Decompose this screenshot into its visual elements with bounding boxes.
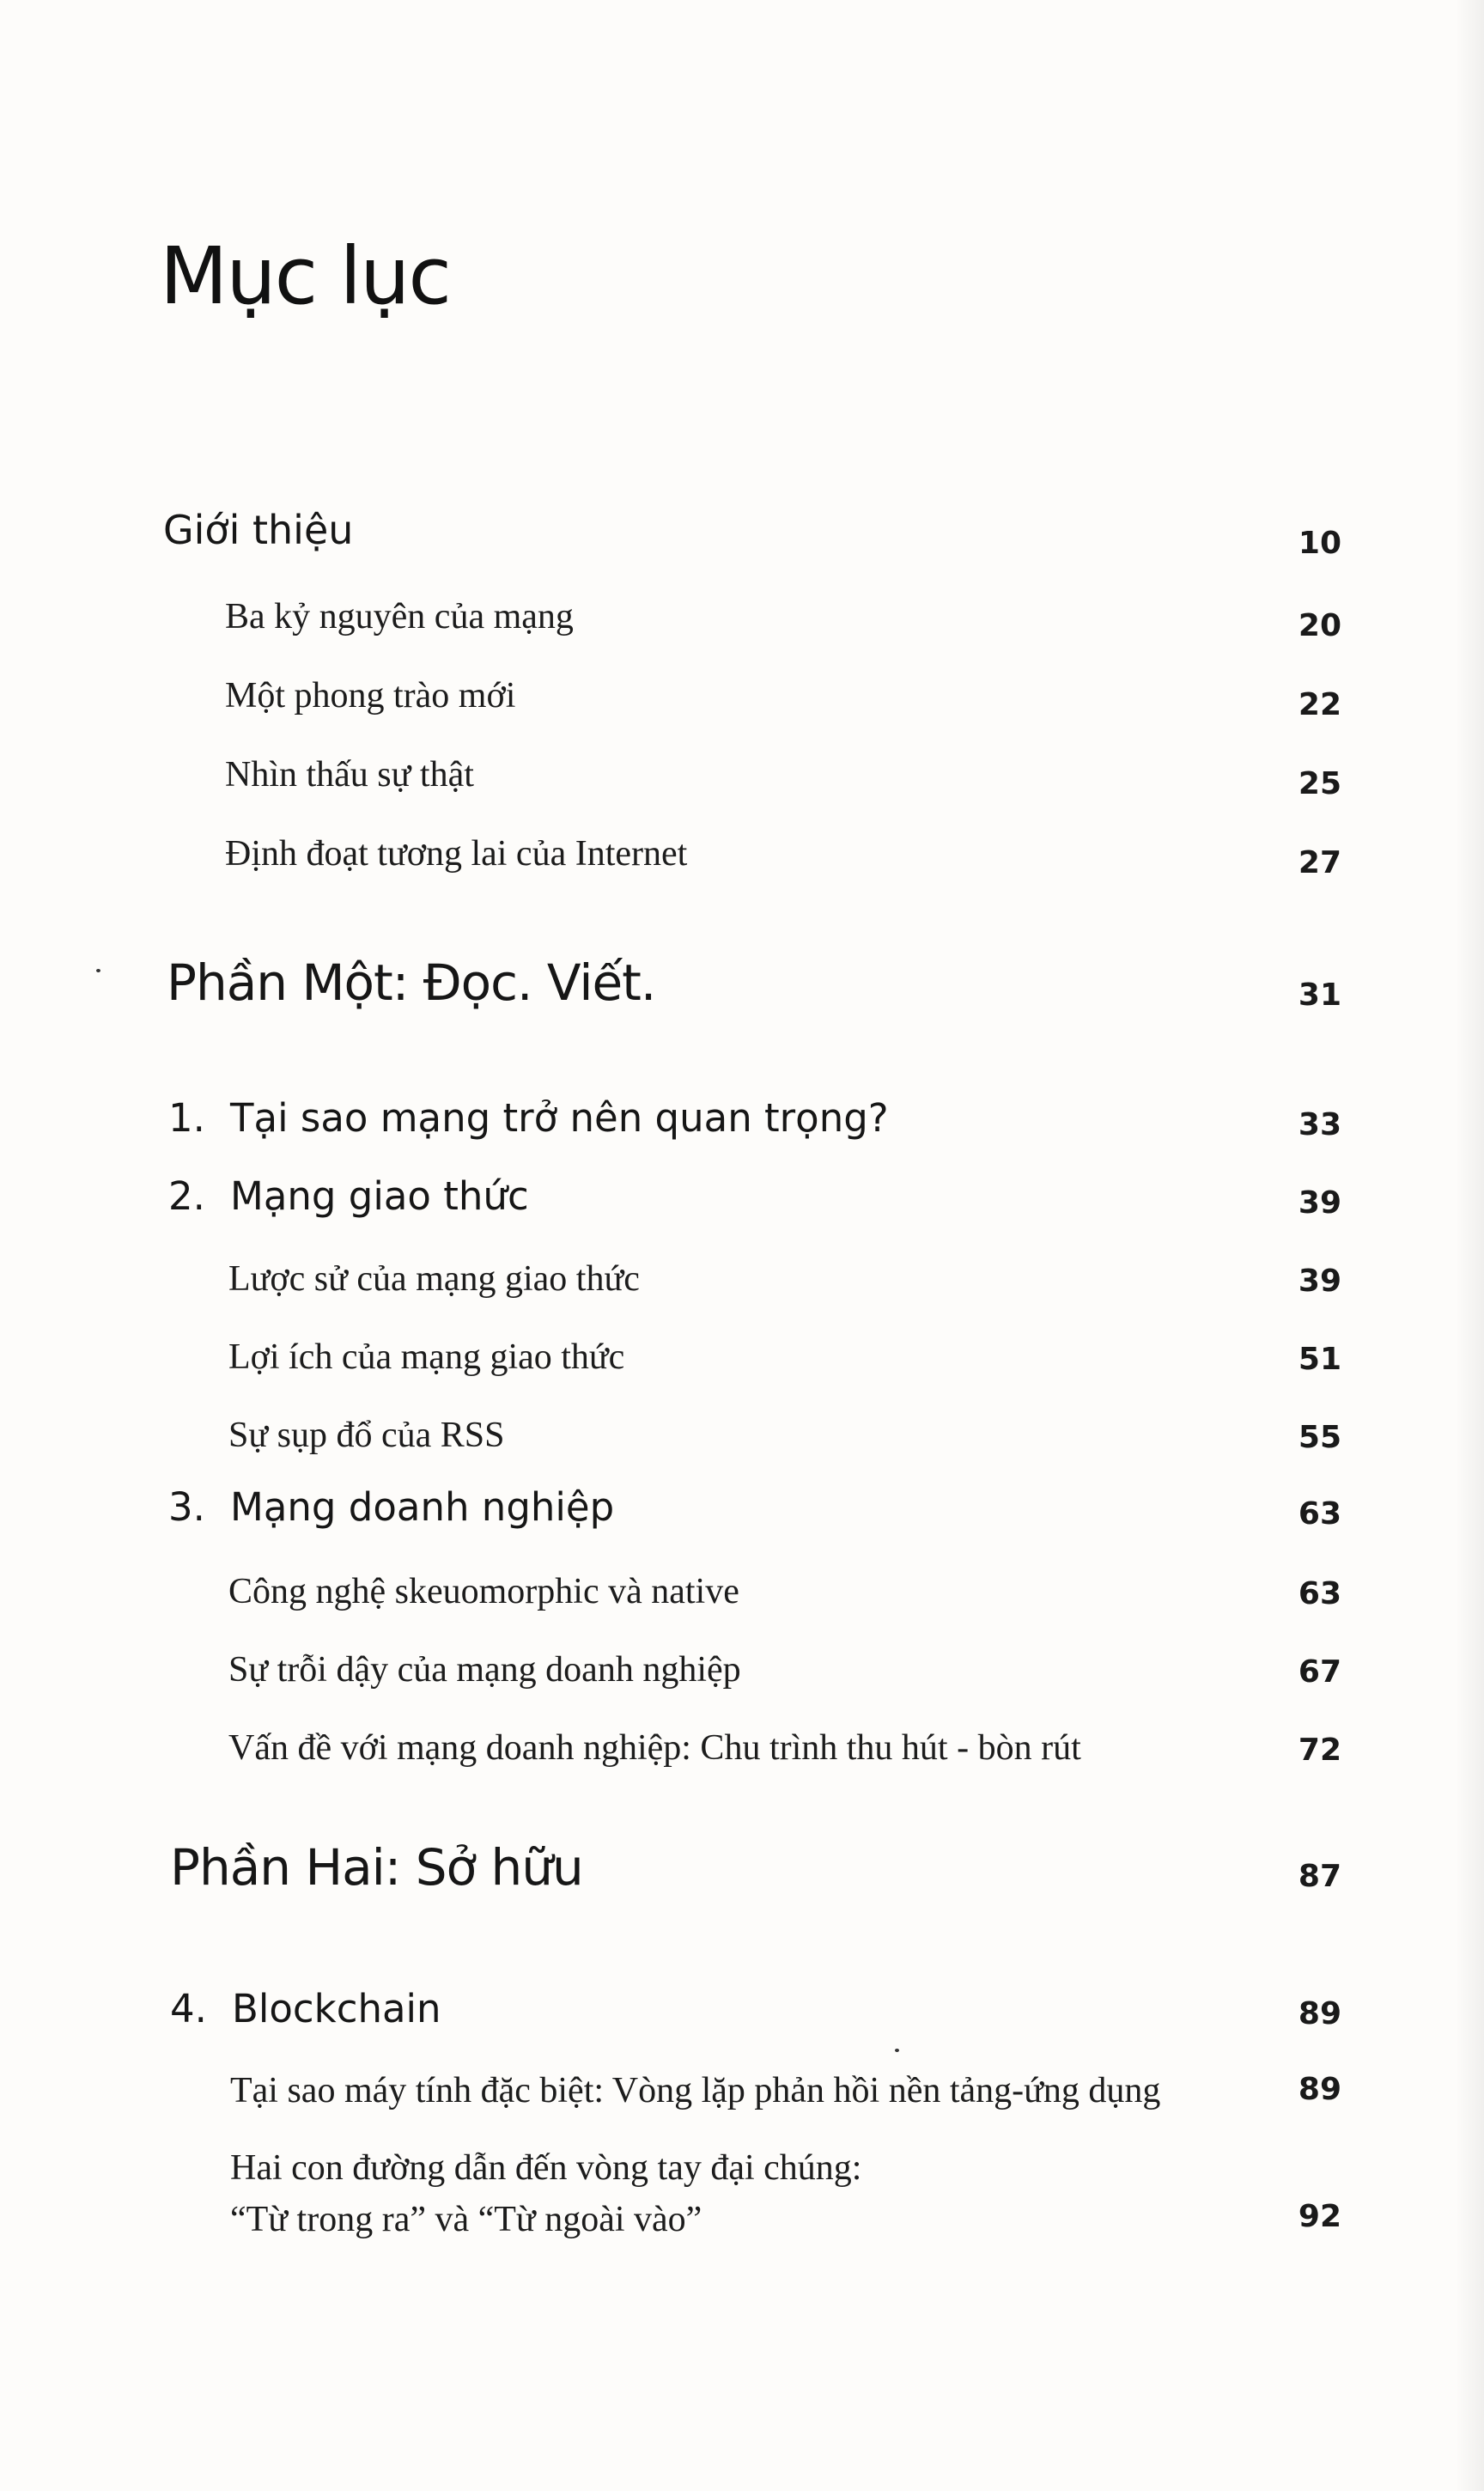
toc-label-line2: “Từ trong ra” và “Từ ngoài vào” <box>230 2200 702 2239</box>
chapter-number: 3. <box>168 1484 205 1530</box>
toc-label: Ba kỷ nguyên của mạng <box>225 597 574 636</box>
toc-label: Sự sụp đổ của RSS <box>228 1416 505 1455</box>
part-subtitle: Sở hữu <box>415 1838 583 1897</box>
part-title: Phần Hai: Sở hữu <box>170 1838 583 1897</box>
chapter-label: Tại sao mạng trở nên quan trọng? <box>230 1095 889 1141</box>
toc-entry-intro <box>0 507 1484 576</box>
toc-page-number: 33 <box>1298 1107 1341 1142</box>
toc-label: Một phong trào mới <box>225 676 516 716</box>
toc-entry <box>0 2070 1484 2139</box>
toc-page-number: 20 <box>1298 608 1341 643</box>
toc-page-number: 51 <box>1298 1342 1341 1377</box>
toc-part-heading <box>0 1838 1484 1907</box>
toc-label: Lợi ích của mạng giao thức <box>228 1337 625 1377</box>
toc-label: Vấn đề với mạng doanh nghiệp: Chu trình thu hút - bòn rút <box>228 1728 1081 1768</box>
toc-label: Định đoạt tương lai của Internet <box>225 834 688 874</box>
chapter-number: 2. <box>168 1173 205 1219</box>
toc-entry <box>0 1571 1484 1640</box>
toc-label: Tại sao máy tính đặc biệt: Vòng lặp phản hồi nền tảng-ứng dụng <box>230 2071 1161 2110</box>
chapter-label: Mạng doanh nghiệp <box>230 1484 615 1530</box>
toc-page-number: 63 <box>1298 1576 1341 1611</box>
chapter-label: Mạng giao thức <box>230 1173 529 1219</box>
toc-page-number: 39 <box>1298 1185 1341 1221</box>
chapter-title <box>168 1173 529 1219</box>
toc-entry <box>0 1337 1484 1405</box>
toc-entry-multiline <box>0 2147 1484 2259</box>
toc-entry <box>0 751 1484 819</box>
part-subtitle: Đọc. Viết. <box>423 953 656 1012</box>
toc-label: Công nghệ skeuomorphic và native <box>228 1572 739 1611</box>
toc-page-number: 89 <box>1298 1996 1341 2031</box>
toc-label: Sự trỗi dậy của mạng doanh nghiệp <box>228 1650 741 1690</box>
toc-entry <box>0 672 1484 740</box>
part-name: Phần Hai <box>170 1838 385 1897</box>
toc-part-heading <box>0 953 1484 1022</box>
toc-page-number: 92 <box>1298 2199 1341 2234</box>
toc-entry <box>0 1415 1484 1483</box>
toc-label-line1: Hai con đường dẫn đến vòng tay đại chúng: <box>230 2148 862 2188</box>
toc-page-number: 22 <box>1298 687 1341 722</box>
page-title: Mục lục <box>160 230 450 322</box>
toc-entry <box>0 1258 1484 1327</box>
chapter-label: Blockchain <box>232 1986 441 2031</box>
toc-entry <box>0 830 1484 898</box>
toc-label: Nhìn thấu sự thật <box>225 755 474 795</box>
toc-page-number: 72 <box>1298 1733 1341 1768</box>
toc-entry <box>0 593 1484 661</box>
toc-page-number: 87 <box>1298 1859 1341 1894</box>
chapter-number: 1. <box>168 1095 205 1141</box>
toc-chapter <box>0 1484 1484 1553</box>
toc-label: Giới thiệu <box>163 507 354 553</box>
chapter-title <box>170 1986 441 2031</box>
toc-chapter <box>0 1095 1484 1164</box>
toc-page-number: 25 <box>1298 766 1341 801</box>
toc-page-number: 27 <box>1298 845 1341 880</box>
toc-entry <box>0 1727 1484 1796</box>
toc-chapter <box>0 1173 1484 1242</box>
part-name: Phần Một <box>167 953 392 1012</box>
toc-page-number: 67 <box>1298 1654 1341 1690</box>
toc-page-number: 39 <box>1298 1264 1341 1299</box>
toc-chapter <box>0 1986 1484 2055</box>
toc-page-number: 10 <box>1298 526 1341 561</box>
toc-label: Lược sử của mạng giao thức <box>228 1259 640 1299</box>
part-title: Phần Một: Đọc. Viết. <box>167 953 656 1012</box>
chapter-title <box>168 1095 889 1141</box>
chapter-number: 4. <box>170 1986 207 2031</box>
chapter-title <box>168 1484 614 1530</box>
toc-page-number: 63 <box>1298 1496 1341 1532</box>
toc-page-number: 89 <box>1298 2072 1341 2107</box>
toc-page-number: 31 <box>1298 978 1341 1013</box>
toc-page-number: 55 <box>1298 1420 1341 1455</box>
toc-entry <box>0 1649 1484 1718</box>
